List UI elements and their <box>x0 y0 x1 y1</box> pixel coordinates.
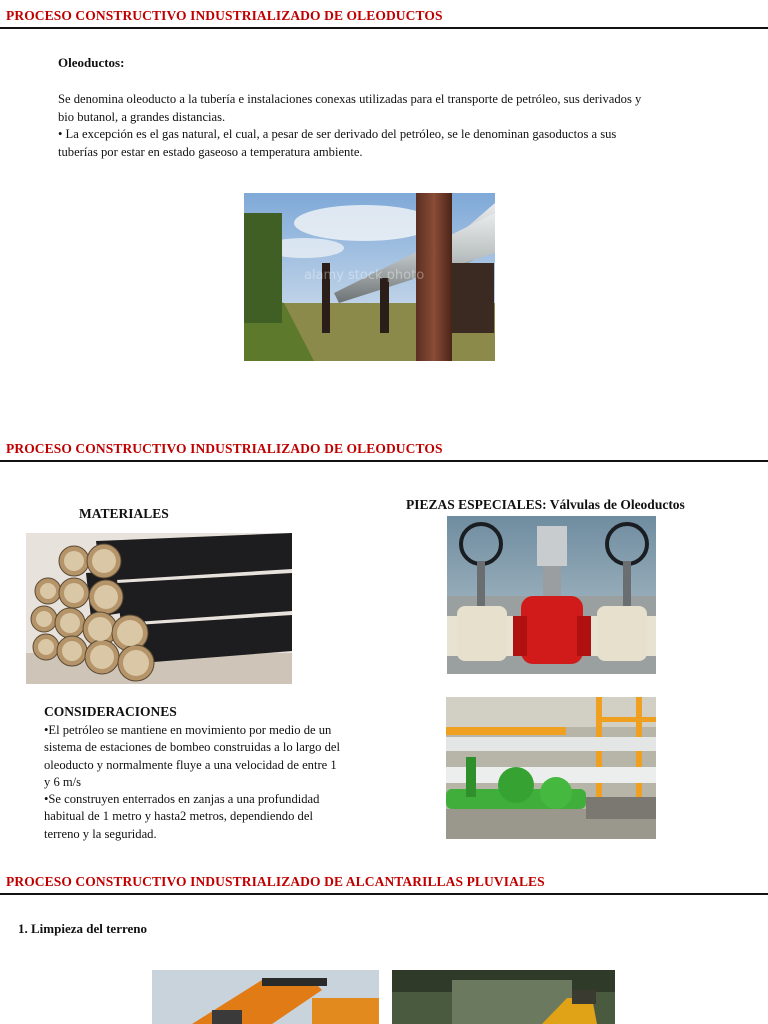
valves-heading: PIEZAS ESPECIALES: Válvulas de Oleoductos <box>406 497 685 512</box>
steel-pipes-photo <box>26 533 292 684</box>
excavator-photo-1 <box>152 970 379 1024</box>
photo-watermark: alamy stock photo <box>304 268 425 283</box>
section-1-divider <box>0 27 768 29</box>
pipeline-photo <box>244 193 495 361</box>
section-2-divider <box>0 460 768 462</box>
considerations-line: habitual de 1 metro y hasta2 metros, dependiendo del <box>44 809 313 824</box>
step-1-heading: 1. Limpieza del terreno <box>18 921 148 936</box>
considerations-heading: CONSIDERACIONES <box>44 704 177 719</box>
oleoductos-heading: Oleoductos: <box>58 55 125 70</box>
section-1-title: PROCESO CONSTRUCTIVO INDUSTRIALIZADO DE OLEODUCTOS <box>6 8 443 23</box>
valve-station-photo <box>446 697 656 839</box>
section-3-title: PROCESO CONSTRUCTIVO INDUSTRIALIZADO DE ALCANTARILLAS PLUVIALES <box>6 874 545 889</box>
considerations-line: terreno y la seguridad. <box>44 826 157 841</box>
considerations-line: •El petróleo se mantiene en movimiento por medio de un <box>44 723 332 737</box>
considerations-list <box>44 722 340 843</box>
gas-exception-note: • La excepción es el gas natural, el cual, a pesar de ser derivado del petróleo, se le denominan gasoductos a sus tuberías por estar en estado gaseoso a temperatura ambiente. <box>58 127 617 159</box>
valves-photo <box>447 516 656 674</box>
oleoductos-definition: Se denomina oleoducto a la tubería e instalaciones conexas utilizadas para el transporte de petróleo, sus derivados y bio butanol, a grandes distancias. <box>58 92 642 124</box>
considerations-line: •Se construyen enterrados en zanjas a una profundidad <box>44 792 320 807</box>
considerations-line: y 6 m/s <box>44 774 82 789</box>
considerations-line: oleoducto y normalmente fluye a una velocidad de entre 1 <box>44 757 337 772</box>
considerations-line: sistema de estaciones de bombeo construidas a lo largo del <box>44 740 340 755</box>
excavator-photo-2 <box>392 970 615 1024</box>
materials-heading: MATERIALES <box>79 506 169 521</box>
section-3-divider <box>0 893 768 895</box>
section-2-title: PROCESO CONSTRUCTIVO INDUSTRIALIZADO DE OLEODUCTOS <box>6 441 443 456</box>
